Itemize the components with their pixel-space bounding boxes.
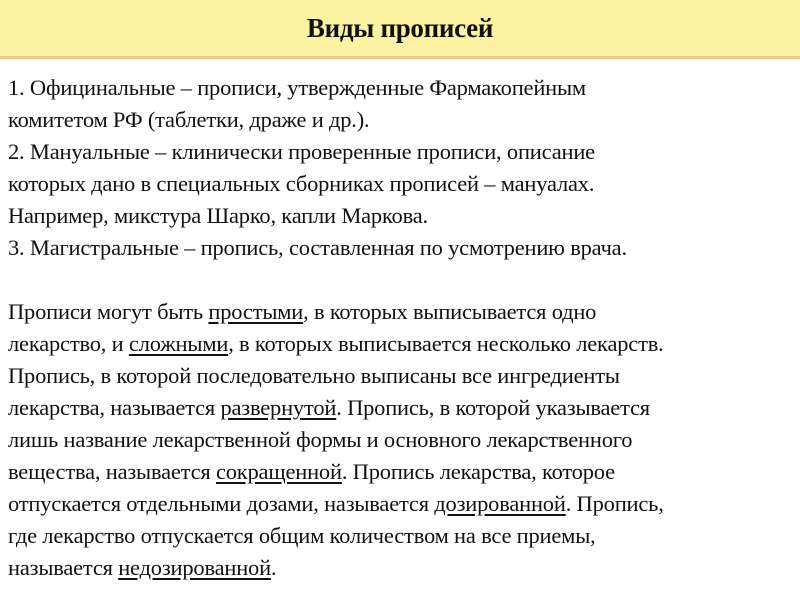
text-segment: . Пропись лекарства, которое [341, 459, 615, 484]
text-line [8, 424, 800, 456]
text-segment: 3. Магистральные – пропись, составленная по усмотрению врача. [8, 235, 627, 260]
text-line [8, 328, 800, 360]
text-line [8, 520, 800, 552]
text-segment: которых дано в специальных сборниках прописей – мануалах. [8, 171, 595, 196]
text-segment: отпускается отдельными дозами, называется [8, 491, 435, 516]
text-segment: комитетом РФ (таблетки, драже и др.). [8, 107, 370, 132]
text-segment: 2. Мануальные – клинически проверенные прописи, описание [8, 139, 595, 164]
underlined-term: недозированной [118, 555, 271, 580]
text-line [8, 104, 800, 136]
text-segment: . Пропись, в которой указывается [336, 395, 650, 420]
underlined-term: развернутой [220, 395, 337, 420]
slide-title: Виды прописей [306, 12, 494, 43]
text-segment: Прописи могут быть [8, 299, 209, 324]
text-segment: , в которых выписывается одно [303, 299, 597, 324]
text-line [8, 200, 800, 232]
text-line [8, 296, 800, 328]
text-segment: 1. Официнальные – прописи, утвержденные Фармакопейным [8, 75, 586, 100]
text-line [8, 168, 800, 200]
slide-header [0, 0, 800, 59]
text-segment: лекарство, и [8, 331, 129, 356]
underlined-term: сложными [128, 331, 229, 356]
text-line [8, 392, 800, 424]
text-segment: лекарства, называется [8, 395, 221, 420]
text-line [8, 232, 800, 264]
text-segment: вещества, называется [8, 459, 216, 484]
text-line [8, 488, 800, 520]
text-line [8, 552, 800, 584]
underlined-term: сокращенной [215, 459, 342, 484]
text-line [8, 136, 800, 168]
text-segment: Пропись, в которой последовательно выписаны все ингредиенты [8, 363, 620, 388]
text-segment: , в которых выписывается несколько лекарств. [228, 331, 664, 356]
text-segment: лишь название лекарственной формы и основного лекарственного [8, 427, 633, 452]
slide-body [8, 72, 800, 584]
text-line [8, 360, 800, 392]
text-segment: Например, микстура Шарко, капли Маркова. [8, 203, 428, 228]
underlined-term: дозированной [434, 491, 566, 516]
text-segment: где лекарство отпускается общим количеством на все приемы, [8, 523, 596, 548]
blank-line [8, 264, 800, 296]
text-segment: называется [8, 555, 119, 580]
text-line [8, 456, 800, 488]
text-segment: . [270, 555, 277, 580]
text-line [8, 72, 800, 104]
underlined-term: простыми [208, 299, 304, 324]
text-segment: . Пропись, [565, 491, 664, 516]
